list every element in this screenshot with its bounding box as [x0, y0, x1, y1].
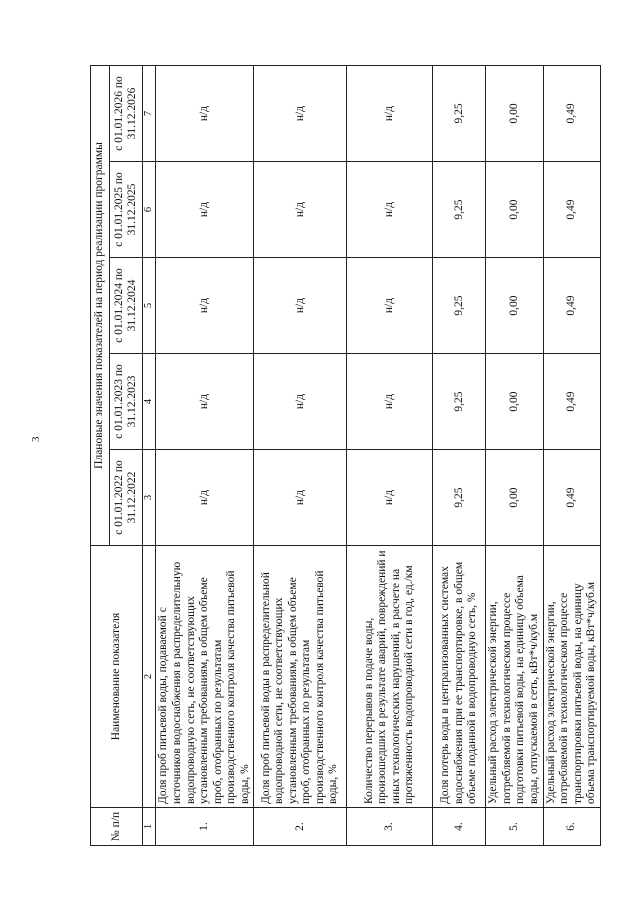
- indicator-value: 0,00: [486, 162, 543, 258]
- indicator-value: 0,49: [543, 354, 600, 450]
- indicator-value: 0,00: [486, 354, 543, 450]
- table-row: [254, 65, 347, 845]
- row-number: 1.: [156, 808, 254, 846]
- table-row: [433, 65, 486, 845]
- indicator-value: н/д: [347, 65, 433, 161]
- indicator-name: Количество перерывов в подаче воды, произошедших в результате аварий, повреждений и иных технологических нарушений, в расчете на протяженность водопроводной сети в год, ед./км: [347, 546, 433, 808]
- indicator-name: Удельный расход электрической энергии, потребляемой в технологическом процессе подготовки питьевой воды, на единицу объема воды, отпускаемой в сеть, кВт*ч/куб.м: [486, 546, 543, 808]
- header-period: с 01.01.2024 по 31.12.2024: [110, 258, 143, 354]
- table-row: [486, 65, 543, 845]
- indicator-value: н/д: [254, 258, 347, 354]
- column-numbers-row: [143, 65, 156, 845]
- indicators-table: [90, 65, 601, 846]
- header-period: с 01.01.2022 по 31.12.2022: [110, 450, 143, 546]
- indicator-value: 0,00: [486, 450, 543, 546]
- indicator-value: н/д: [156, 162, 254, 258]
- indicator-value: н/д: [254, 354, 347, 450]
- indicator-value: 9,25: [433, 450, 486, 546]
- indicator-value: н/д: [347, 354, 433, 450]
- indicator-value: н/д: [347, 162, 433, 258]
- table-row: [156, 65, 254, 845]
- indicator-value: 0,49: [543, 450, 600, 546]
- indicator-value: н/д: [254, 65, 347, 161]
- header-num: № п/п: [91, 808, 143, 846]
- indicator-value: н/д: [156, 258, 254, 354]
- indicator-value: 9,25: [433, 354, 486, 450]
- table-row: [543, 65, 600, 845]
- column-number: 1: [143, 808, 156, 846]
- page-number: 3: [30, 436, 42, 442]
- column-number: 5: [143, 258, 156, 354]
- indicator-name: Удельный расход электрической энергии, потребляемой в технологическом процессе транспортировки питьевой воды, на единицу объема транспортируемой воды, кВт*ч/куб.м: [543, 546, 600, 808]
- indicator-value: н/д: [156, 354, 254, 450]
- row-number: 2.: [254, 808, 347, 846]
- indicator-value: н/д: [347, 450, 433, 546]
- column-number: 4: [143, 354, 156, 450]
- indicator-value: 9,25: [433, 162, 486, 258]
- indicator-value: 0,00: [486, 258, 543, 354]
- row-number: 5.: [486, 808, 543, 846]
- header-plan: Плановые значения показателей на период реализации программы: [91, 65, 110, 545]
- table-row: [347, 65, 433, 845]
- indicator-value: 0,49: [543, 65, 600, 161]
- indicator-name: Доля проб питьевой воды, подаваемой с источников водоснабжения в распределительную водопроводную сеть, не соответствующих установленным требованиям, в общем объеме проб, отобранных по результатам производственного контроля качества питьевой воды, %: [156, 546, 254, 808]
- row-number: 4.: [433, 808, 486, 846]
- indicator-value: н/д: [156, 450, 254, 546]
- rotated-table-container: [90, 66, 598, 846]
- column-number: 7: [143, 65, 156, 161]
- indicator-value: 0,00: [486, 65, 543, 161]
- indicator-name: Доля потерь воды в централизованных системах водоснабжения при ее транспортировке, в общем объеме поданной в водопроводную сеть, %: [433, 546, 486, 808]
- row-number: 6.: [543, 808, 600, 846]
- indicator-value: 9,25: [433, 258, 486, 354]
- indicator-value: 9,25: [433, 65, 486, 161]
- header-period: с 01.01.2025 по 31.12.2025: [110, 162, 143, 258]
- indicator-value: 0,49: [543, 258, 600, 354]
- column-number: 6: [143, 162, 156, 258]
- indicator-value: н/д: [347, 258, 433, 354]
- header-period: с 01.01.2023 по 31.12.2023: [110, 354, 143, 450]
- indicator-name: Доля проб питьевой воды в распределительной водопроводной сети, не соответствующих установленным требованиям, в общем объеме проб, отобранных по результатам производственного контроля качества питьевой воды, %: [254, 546, 347, 808]
- header-period: с 01.01.2026 по 31.12.2026: [110, 65, 143, 161]
- indicator-value: 0,49: [543, 162, 600, 258]
- indicator-value: н/д: [254, 450, 347, 546]
- indicator-value: н/д: [254, 162, 347, 258]
- header-row-1: [91, 65, 110, 845]
- header-name: Наименование показателя: [91, 546, 143, 808]
- indicator-value: н/д: [156, 65, 254, 161]
- column-number: 3: [143, 450, 156, 546]
- column-number: 2: [143, 546, 156, 808]
- row-number: 3.: [347, 808, 433, 846]
